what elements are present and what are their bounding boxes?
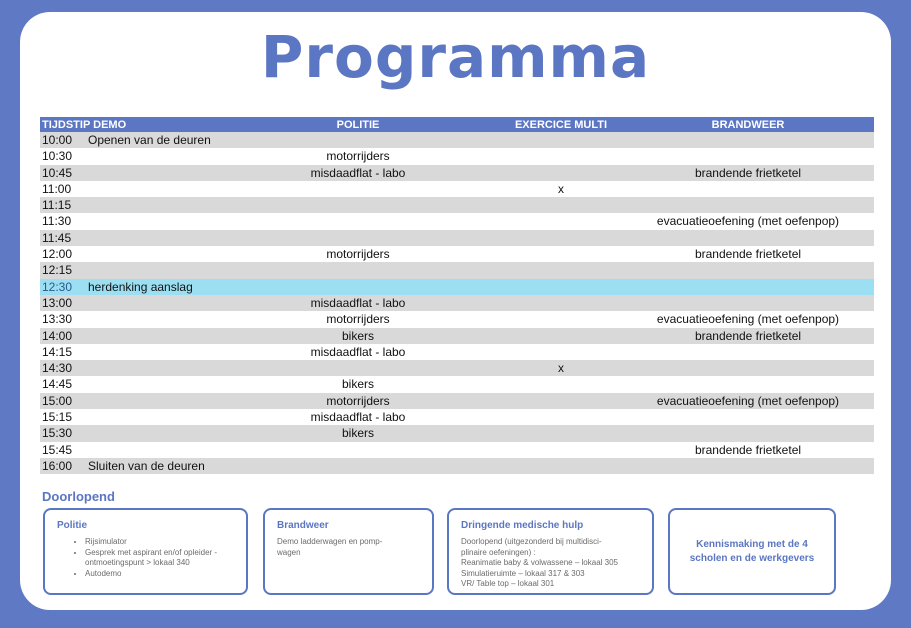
schedule-table	[40, 117, 874, 474]
table-row	[40, 148, 874, 164]
demo-cell: herdenking aanslag	[88, 279, 193, 294]
time-cell: 14:15	[42, 344, 73, 359]
table-header	[40, 117, 874, 132]
politie-cell: motorrijders	[326, 312, 390, 327]
politie-list	[57, 537, 234, 579]
politie-cell: misdaadflat - labo	[310, 165, 406, 180]
time-cell: 12:30	[42, 279, 73, 294]
exercice-cell: x	[558, 361, 564, 376]
brandweer-line: wagen	[277, 547, 301, 557]
table-row	[40, 376, 874, 392]
demo-cell: Sluiten van de deuren	[88, 458, 205, 473]
list-item: • Autodemo	[85, 569, 234, 580]
time-cell: 13:00	[42, 295, 73, 310]
table-row	[40, 442, 874, 458]
time-cell: 12:15	[42, 263, 73, 278]
table-row	[40, 344, 874, 360]
politie-cell: motorrijders	[326, 149, 390, 164]
table-row	[40, 213, 874, 229]
politie-box	[43, 508, 248, 595]
politie-cell: motorrijders	[326, 393, 390, 408]
politie-box-title: Politie	[57, 520, 88, 531]
table-row	[40, 311, 874, 327]
brandweer-cell: brandende frietketel	[694, 165, 802, 180]
time-cell: 14:30	[42, 361, 73, 376]
time-cell: 15:45	[42, 442, 73, 457]
exercice-cell: x	[558, 181, 564, 196]
time-cell: 15:00	[42, 393, 73, 408]
time-cell: 13:30	[42, 312, 73, 327]
politie-cell: bikers	[341, 426, 375, 441]
table-row	[40, 360, 874, 376]
medische-hulp-line: VR/ Table top – lokaal 301	[461, 579, 555, 588]
medische-hulp-line: plinaire oefeningen) :	[461, 547, 536, 557]
table-body	[40, 132, 874, 474]
header-time-demo: TIJDSTIP DEMO	[42, 119, 127, 131]
time-cell: 11:00	[42, 181, 72, 196]
table-row	[40, 181, 874, 197]
table-row	[40, 393, 874, 409]
time-cell: 11:30	[42, 214, 72, 229]
time-cell: 10:45	[42, 165, 73, 180]
brandweer-box	[263, 508, 434, 595]
medische-hulp-title: Dringende medische hulp	[461, 520, 584, 531]
time-cell: 14:45	[42, 377, 73, 392]
politie-cell: bikers	[341, 328, 375, 343]
table-row	[40, 132, 874, 148]
brandweer-cell: brandende frietketel	[694, 247, 802, 262]
brandweer-cell: evacuatieoefening (met oefenpop)	[656, 393, 840, 408]
table-row	[40, 262, 874, 278]
table-row	[40, 279, 874, 295]
header-politie: POLITIE	[336, 119, 380, 131]
time-cell: 14:00	[42, 328, 73, 343]
table-row	[40, 425, 874, 441]
list-item: • Rijsimulator	[85, 537, 234, 548]
politie-cell: misdaadflat - labo	[310, 410, 406, 425]
time-cell: 11:45	[42, 230, 72, 245]
header-brandweer: BRANDWEER	[711, 119, 785, 131]
time-cell: 12:00	[42, 247, 73, 262]
brandweer-box-title: Brandweer	[277, 520, 329, 531]
list-item: • Gesprek met aspirant en/of opleider - ontmoetingspunt > lokaal 340	[85, 548, 234, 569]
header-exercice: EXERCICE MULTI	[514, 119, 608, 131]
time-cell: 11:15	[42, 198, 72, 213]
table-row	[40, 458, 874, 474]
table-row	[40, 295, 874, 311]
time-cell: 16:00	[42, 458, 73, 473]
politie-cell: misdaadflat - labo	[310, 295, 406, 310]
page-title: Programma	[260, 23, 651, 91]
brandweer-cell: brandende frietketel	[694, 442, 802, 457]
brandweer-cell: brandende frietketel	[694, 328, 802, 343]
time-cell: 10:00	[42, 133, 73, 147]
table-row	[40, 165, 874, 181]
politie-cell: motorrijders	[326, 247, 390, 262]
politie-cell: misdaadflat - labo	[310, 344, 406, 359]
politie-cell: bikers	[341, 377, 375, 392]
time-cell: 15:30	[42, 426, 73, 441]
doorlopend-heading: Doorlopend	[42, 489, 115, 504]
brandweer-cell: evacuatieoefening (met oefenpop)	[656, 312, 840, 327]
demo-cell: Openen van de deuren	[88, 133, 211, 147]
time-cell: 15:15	[42, 410, 73, 425]
medische-hulp-line: Reanimatie baby & volwassene – lokaal 305	[461, 558, 618, 567]
medische-hulp-box	[447, 508, 654, 595]
table-row	[40, 230, 874, 246]
table-row	[40, 197, 874, 213]
kennismaking-box	[668, 508, 836, 595]
brandweer-line: Demo ladderwagen en pomp-	[277, 537, 383, 546]
medische-hulp-line: Simulatieruimte – lokaal 317 & 303	[461, 568, 585, 578]
table-row	[40, 328, 874, 344]
table-row	[40, 246, 874, 262]
time-cell: 10:30	[42, 149, 73, 164]
table-row	[40, 409, 874, 425]
kennismaking-title: Kennismaking met de 4 scholen en de werkgevers	[689, 538, 815, 564]
brandweer-cell: evacuatieoefening (met oefenpop)	[656, 214, 840, 229]
medische-hulp-line: Doorlopend (uitgezonderd bij multidisci-	[461, 537, 602, 546]
